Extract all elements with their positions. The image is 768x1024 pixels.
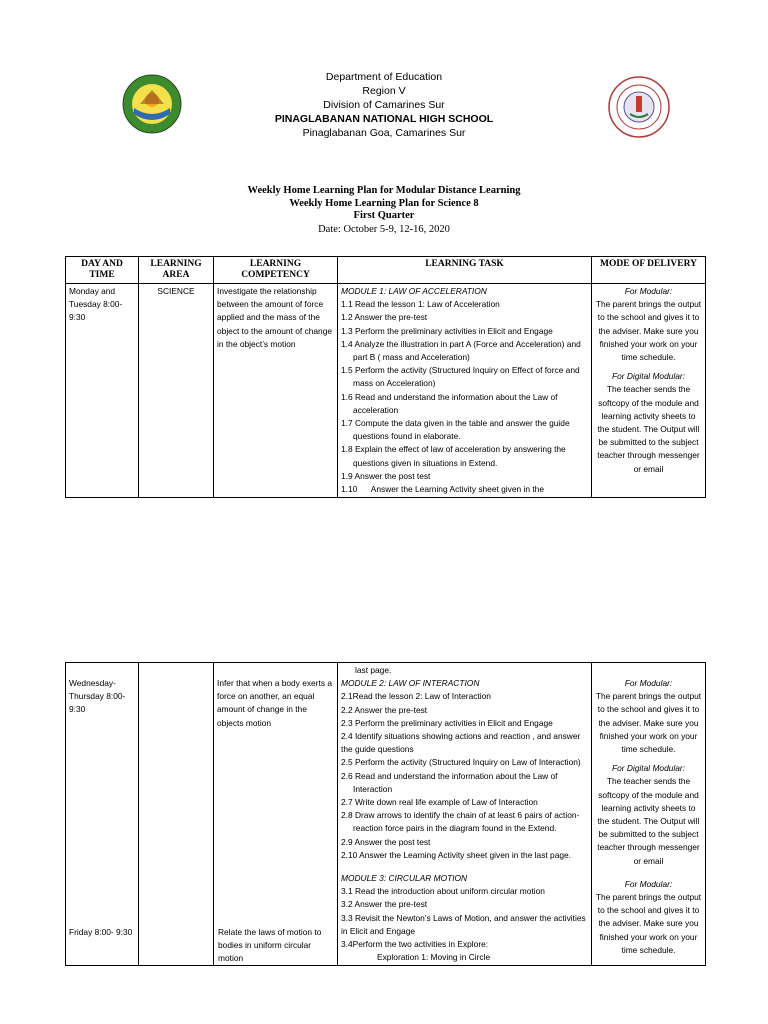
digital-modular-label: For Digital Modular: xyxy=(611,371,686,382)
module-title: MODULE 2: LAW OF INTERACTION xyxy=(341,678,480,689)
col-header-delivery: MODE OF DELIVERY xyxy=(592,257,706,284)
table-row xyxy=(66,284,706,498)
digital-modular-text: The teacher sends the softcopy of the module and learning activity sheets to the student. The Output will be submitted to the subject teacher through messenger or email xyxy=(597,384,700,474)
plan-title: Weekly Home Learning Plan for Modular Distance Learning xyxy=(247,185,521,196)
task-item: 1.10 Answer the Learning Activity sheet given in the xyxy=(341,484,544,495)
task-item: 3.2 Answer the pre-test xyxy=(341,899,428,910)
modular-text: The parent brings the output to the school and gives it to the adviser. Make sure you finished your work on your time schedule. xyxy=(595,691,702,755)
task-item: 2.6 Read and understand the information about the Law of Interaction xyxy=(341,770,558,794)
modular-text: The parent brings the output to the school and gives it to the adviser. Make sure you finished your work on your time schedule. xyxy=(595,299,702,363)
day-time-cell: Wednesday-Thursday 8:00- 9:30 xyxy=(66,663,139,966)
department-line: Department of Education xyxy=(325,71,443,83)
task-item: 1.1 Read the lesson 1: Law of Acceleration xyxy=(341,299,500,310)
task-item: 2.4 Identify situations showing actions and reaction , and answer the guide questions xyxy=(341,731,581,755)
learning-plan-table-page-2 xyxy=(65,662,706,966)
modular-label: For Modular: xyxy=(624,678,673,688)
task-subitem: Exploration 1: Moving in Circle xyxy=(377,952,491,963)
task-item: 2.8 Draw arrows to identify the chain of at least 6 pairs of action-reaction force pairs in the diagram found in the Extend. xyxy=(341,810,580,834)
col-header-day: DAY AND TIME xyxy=(66,257,139,284)
task-item: 3.4Perform the two activities in Explore: xyxy=(341,939,489,950)
task-item: 1.3 Perform the preliminary activities in Elicit and Engage xyxy=(341,325,553,336)
task-item: 2.3 Perform the preliminary activities in Elicit and Engage xyxy=(341,717,553,728)
task-item: 2.7 Write down real life example of Law of Interaction xyxy=(341,797,538,808)
friday-day-time: Friday 8:00- 9:30 xyxy=(69,927,133,937)
task-item: 1.4 Analyze the illustration in part A (Force and Acceleration) and part B ( mass and Acceleration) xyxy=(341,338,581,363)
competency-cell: Infer that when a body exerts a force on another, an equal amount of change in the objects motion xyxy=(214,663,338,966)
division-line: Division of Camarines Sur xyxy=(323,99,445,111)
task-item: 1.9 Answer the post test xyxy=(341,470,431,481)
digital-modular-label: For Digital Modular: xyxy=(611,763,686,774)
digital-modular-text: The teacher sends the softcopy of the module and learning activity sheets to the student. The Output will be submitted to the subject teacher through messenger or email xyxy=(597,776,700,866)
task-item: 2.10 Answer the Learning Activity sheet given in the last page. xyxy=(341,849,571,860)
module-title: MODULE 1: LAW OF ACCELERATION xyxy=(341,286,487,296)
school-address: Pinaglabanan Goa, Camarines Sur xyxy=(302,127,466,139)
plan-titles xyxy=(0,185,768,236)
friday-competency: Relate the laws of motion to bodies in uniform circular motion xyxy=(218,927,322,964)
task-item: 1.2 Answer the pre-test xyxy=(341,312,428,323)
quarter-label: First Quarter xyxy=(353,210,415,221)
learning-task-cell xyxy=(338,284,592,498)
learning-plan-table-page-1 xyxy=(65,256,706,498)
mode-of-delivery-cell xyxy=(592,284,706,498)
modular-label: For Modular: xyxy=(624,878,673,889)
task-item: 2.1Read the lesson 2: Law of Interaction xyxy=(341,691,491,702)
region-line: Region V xyxy=(362,85,406,97)
col-header-task: LEARNING TASK xyxy=(338,257,592,284)
continued-text: last page. xyxy=(355,665,392,675)
learning-area-cell xyxy=(139,663,214,966)
task-item: 3.3 Revisit the Newton’s Laws of Motion, and answer the activities in Elicit and Engage xyxy=(341,912,586,936)
task-item: 2.2 Answer the pre-test xyxy=(341,704,428,715)
learning-area-cell: SCIENCE xyxy=(139,284,214,498)
task-item: 1.8 Explain the effect of law of acceleration by answering the questions given in situations in Extend. xyxy=(341,444,566,468)
learning-task-cell xyxy=(338,663,592,966)
day-time-cell: Monday and Tuesday 8:00- 9:30 xyxy=(66,284,139,498)
task-item: 1.5 Perform the activity (Structured Inquiry on Effect of force and mass on Acceleration) xyxy=(341,365,580,389)
col-header-competency: LEARNING COMPETENCY xyxy=(214,257,338,284)
table-header-row xyxy=(66,257,706,284)
mode-of-delivery-cell xyxy=(592,663,706,966)
plan-subtitle: Weekly Home Learning Plan for Science 8 xyxy=(289,197,479,209)
task-item: 1.6 Read and understand the information about the Law of acceleration xyxy=(341,391,558,415)
task-item: 2.5 Perform the activity (Structured Inquiry on Law of Interaction) xyxy=(341,757,581,768)
task-item: 3.1 Read the introduction about uniform circular motion xyxy=(341,886,545,897)
modular-label: For Modular: xyxy=(624,286,673,296)
modular-text: The parent brings the output to the school and gives it to the adviser. Make sure you finished your work on your time schedule. xyxy=(595,892,702,955)
module-title: MODULE 3: CIRCULAR MOTION xyxy=(341,873,468,884)
date-range: Date: October 5-9, 12-16, 2020 xyxy=(318,223,450,235)
task-item: 1.7 Compute the data given in the table and answer the guide questions found in elaborate. xyxy=(341,418,570,442)
school-name: PINAGLABANAN NATIONAL HIGH SCHOOL xyxy=(274,113,494,125)
table-row xyxy=(66,663,706,966)
competency-cell: Investigate the relationship between the amount of force applied and the mass of the object to the amount of change in the object’s motion xyxy=(214,284,338,498)
task-item: 2.9 Answer the post test xyxy=(341,836,431,847)
col-header-area: LEARNING AREA xyxy=(139,257,214,284)
school-header xyxy=(0,70,768,140)
